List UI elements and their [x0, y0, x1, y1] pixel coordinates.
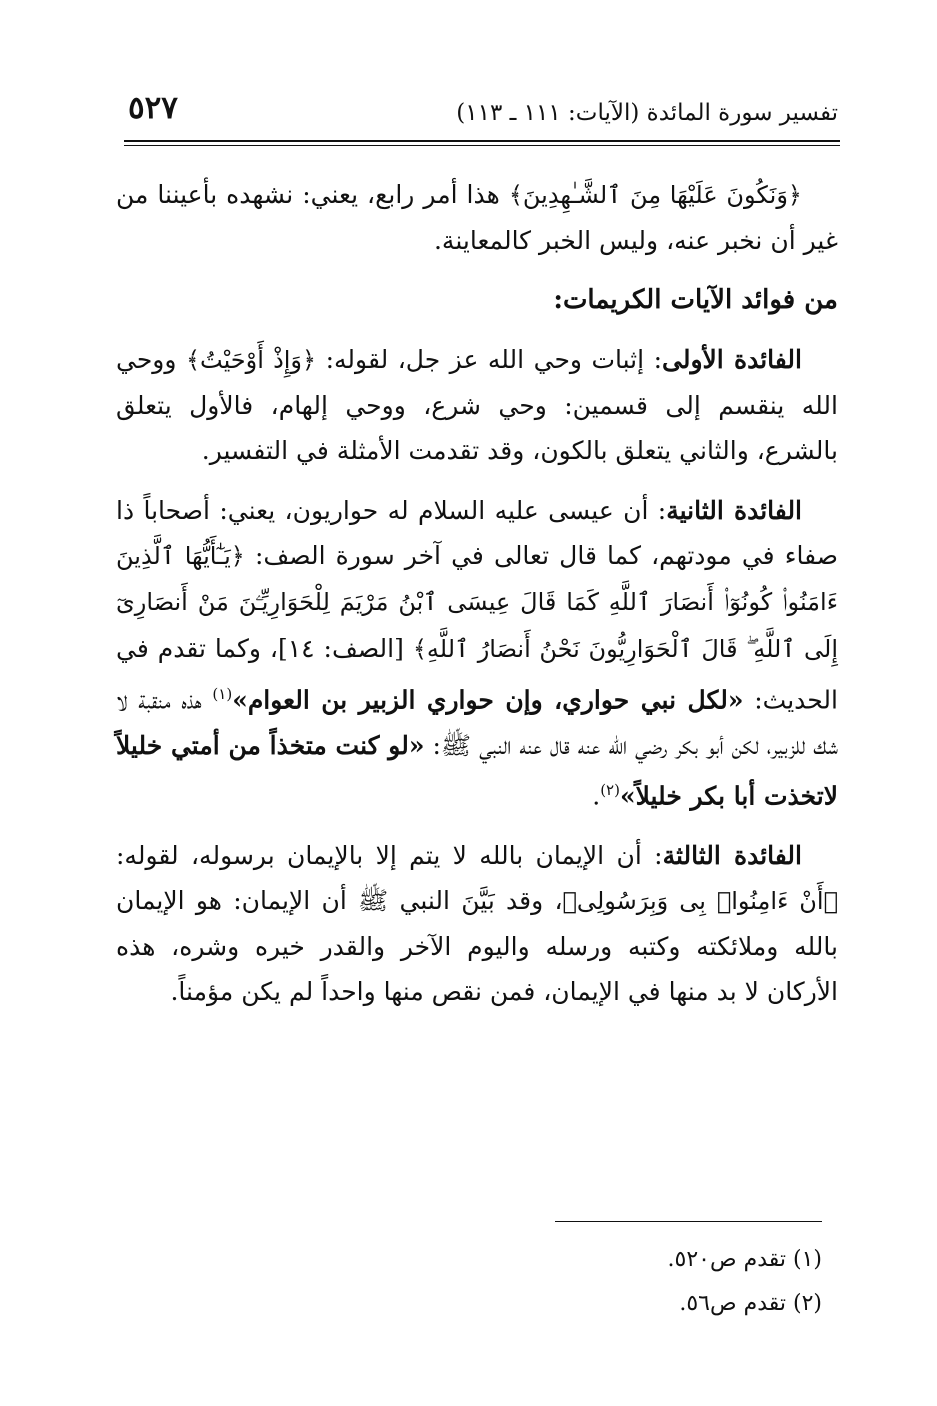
- footnote-ref[interactable]: (٢): [600, 780, 620, 799]
- benefit-text: .: [592, 781, 601, 811]
- benefit-text: : إثبات وحي الله عز جل، لقوله:: [316, 344, 662, 374]
- footnote-ref[interactable]: (١): [212, 684, 233, 703]
- header-rule-thick: [124, 140, 840, 142]
- quran-verse: ﴿أَنْ ءَامِنُوا۟ بِى وَبِرَسُولِى﴾: [562, 886, 838, 915]
- hadith-quote: «لو كنت متخذاً من أمتي خليلاً لاتخذت أبا بكر خليلاً»: [116, 730, 838, 811]
- benefit-text: ، وقد بَيَّنَ النبي ﷺ أن الإيمان: هو الإيمان بالله وملائكته وكتبه ورسله واليوم الآخر والقدر خيره وشره، هذه الأركان لا بد منها في الإيمان، فمن نقص منها واحداً لم يكن مؤمناً.: [116, 885, 838, 1007]
- benefit-text: [الصف: ١٤]، وكما تقدم في الحديث:: [116, 633, 838, 715]
- paragraph-intro: [116, 172, 838, 264]
- benefit-second: [116, 488, 838, 819]
- benefit-label: الفائدة الثالثة: [662, 840, 802, 870]
- running-header: [128, 88, 838, 132]
- benefit-label: الفائدة الثانية: [666, 495, 803, 525]
- quran-verse: ﴿وَإِذْ أَوْحَيْتُ﴾: [185, 345, 317, 374]
- benefit-text: ووحي الله ينقسم إلى قسمين: وحي شرع، ووحي إلهام، فالأول يتعلق بالشرع، والثاني يتعلق بالكون، وقد تقدمت الأمثلة في التفسير.: [116, 344, 838, 466]
- page-number: ٥٢٧: [128, 90, 178, 126]
- benefit-text: : أن الإيمان بالله لا يتم إلا بالإيمان برسوله، لقوله:: [116, 840, 663, 870]
- benefit-first: [116, 337, 838, 474]
- benefit-third: [116, 833, 838, 1015]
- footnote-item: (١) تقدم ص٥٢٠.: [667, 1247, 822, 1272]
- page-body: [116, 172, 838, 1015]
- quran-verse: ﴿وَنَكُونَ عَلَيْهَا مِنَ ٱلشَّـٰهِدِينَ﴾: [508, 181, 802, 209]
- header-rule-thin: [124, 145, 840, 146]
- quran-verse: ﴿يَـٰٓأَيُّهَا ٱلَّذِينَ ءَامَنُوا۟ كُونُوٓا۟ أَنصَارَ ٱللَّهِ كَمَا قَالَ عِيسَى ٱبْنُ مَرْيَمَ لِلْحَوَارِيِّـۧنَ مَنْ أَنصَارِىٓ إِلَى ٱللَّهِ ۖ قَالَ ٱلْحَوَارِيُّونَ نَحْنُ أَنصَارُ ٱللَّهِ﴾: [116, 542, 839, 663]
- header-title: تفسير سورة المائدة (الآيات: ١١١ ـ ١١٣): [456, 100, 838, 126]
- section-heading: من فوائد الآيات الكريمات:: [553, 284, 838, 315]
- benefit-text: : أن عيسى عليه السلام له حواريون، يعني: أصحاباً ذا صفاء في مودتهم، كما قال تعالى في آخر سورة الصف:: [116, 495, 838, 571]
- footnote-separator: [555, 1221, 822, 1222]
- paragraph-text: هذا أمر رابع، يعني: نشهده بأعيننا من غير أن نخبر عنه، وليس الخبر كالمعاينة.: [116, 180, 838, 256]
- hadith-quote: «لكل نبي حواري، وإن حواري الزبير بن العوام»: [232, 685, 744, 715]
- footnotes: [520, 1238, 822, 1326]
- benefit-text: هذه منقبة لا شك للزبير، لكن أبو بكر رضي الله عنه قال عنه النبي ﷺ:: [116, 685, 838, 760]
- benefit-label: الفائدة الأولى: [662, 344, 802, 374]
- footnote-item: (٢) تقدم ص٥٦.: [679, 1291, 822, 1316]
